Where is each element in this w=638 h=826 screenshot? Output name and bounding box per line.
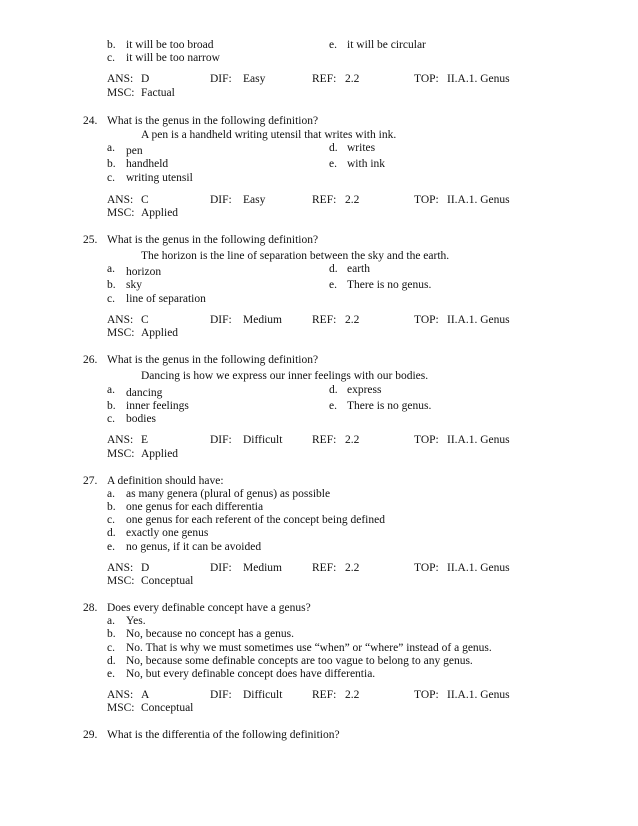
q24-msc-value: Applied [141, 207, 179, 219]
prev-msc-value: Factual [141, 87, 175, 99]
q26-option-c-letter: c. [107, 413, 115, 425]
q24-dif-label: DIF: [210, 194, 232, 206]
q28-top-label: TOP: [414, 689, 439, 701]
q28-option-c-text: No. That is why we must sometimes use “when” or “where” instead of a genus. [126, 642, 492, 654]
q26-msc-value: Applied [141, 448, 179, 460]
q28-ans-value: A [141, 689, 150, 701]
prev-ref-value: 2.2 [345, 73, 360, 85]
q25-option-a-text: horizon [126, 266, 162, 278]
q25-ans-value: C [141, 314, 149, 326]
q26-question: What is the genus in the following definition? [107, 354, 319, 366]
q26-option-b-letter: b. [107, 400, 116, 412]
q28-option-c-letter: c. [107, 642, 115, 654]
q27-top-label: TOP: [414, 562, 439, 574]
q27-ans-label: ANS: [107, 562, 134, 574]
q28-dif-value: Difficult [243, 689, 283, 701]
q27-option-b-letter: b. [107, 501, 116, 513]
q27-ref-value: 2.2 [345, 562, 360, 574]
q28-ref-value: 2.2 [345, 689, 360, 701]
q25-dif-value: Medium [243, 314, 282, 326]
q28-option-a-text: Yes. [126, 615, 146, 627]
q26-option-a-letter: a. [107, 384, 115, 396]
q28-option-a-letter: a. [107, 615, 115, 627]
q24-ans-label: ANS: [107, 194, 134, 206]
q24-msc-label: MSC: [107, 207, 135, 219]
q24-option-a-letter: a. [107, 142, 115, 154]
q29-question: What is the differentia of the following definition? [107, 729, 340, 741]
prev-option-c-letter: c. [107, 52, 115, 64]
q25-option-d-text: earth [347, 263, 370, 275]
q27-msc-value: Conceptual [141, 575, 194, 587]
q28-ref-label: REF: [312, 689, 337, 701]
q28-question: Does every definable concept have a genus? [107, 602, 311, 614]
q26-quote: Dancing is how we express our inner feelings with our bodies. [141, 370, 429, 382]
q29-number: 29. [83, 729, 98, 741]
prev-top-value: II.A.1. Genus [447, 73, 510, 85]
q24-top-value: II.A.1. Genus [447, 194, 510, 206]
q27-option-d-text: exactly one genus [126, 527, 209, 539]
q26-option-c-text: bodies [126, 413, 157, 425]
q25-msc-label: MSC: [107, 327, 135, 339]
q27-option-c-letter: c. [107, 514, 115, 526]
q26-option-d-letter: d. [329, 384, 338, 396]
q27-question: A definition should have: [107, 475, 224, 487]
q26-option-e-text: There is no genus. [347, 400, 432, 412]
q26-dif-value: Difficult [243, 434, 283, 446]
q27-dif-value: Medium [243, 562, 282, 574]
q24-option-e-letter: e. [329, 158, 337, 170]
q28-dif-label: DIF: [210, 689, 232, 701]
q25-ans-label: ANS: [107, 314, 134, 326]
prev-option-e-letter: e. [329, 39, 337, 51]
q28-option-b-text: No, because no concept has a genus. [126, 628, 294, 640]
q27-option-e-text: no genus, if it can be avoided [126, 541, 262, 553]
prev-msc-label: MSC: [107, 87, 135, 99]
q26-ref-value: 2.2 [345, 434, 360, 446]
q24-option-d-letter: d. [329, 142, 338, 154]
q28-option-e-letter: e. [107, 668, 115, 680]
q27-option-b-text: one genus for each differentia [126, 501, 264, 513]
q25-ref-value: 2.2 [345, 314, 360, 326]
q28-option-d-text: No, because some definable concepts are too vague to belong to any genus. [126, 655, 473, 667]
q24-ref-value: 2.2 [345, 194, 360, 206]
q24-option-e-text: with ink [347, 158, 386, 170]
q25-option-b-text: sky [126, 279, 142, 291]
q25-dif-label: DIF: [210, 314, 232, 326]
q24-quote: A pen is a handheld writing utensil that writes with ink. [141, 129, 397, 141]
q27-ref-label: REF: [312, 562, 337, 574]
prev-option-e-text: it will be circular [347, 39, 426, 51]
q27-option-e-letter: e. [107, 541, 115, 553]
q26-top-label: TOP: [414, 434, 439, 446]
q28-option-e-text: No, but every definable concept does have differentia. [126, 668, 376, 680]
q26-msc-label: MSC: [107, 448, 135, 460]
q24-option-b-text: handheld [126, 158, 169, 170]
q25-option-e-letter: e. [329, 279, 337, 291]
q24-option-a-text: pen [126, 145, 143, 157]
q27-ans-value: D [141, 562, 150, 574]
q24-option-c-letter: c. [107, 172, 115, 184]
q24-option-c-text: writing utensil [126, 172, 193, 184]
prev-ans-value: D [141, 73, 150, 85]
q24-question: What is the genus in the following definition? [107, 115, 319, 127]
q28-option-b-letter: b. [107, 628, 116, 640]
q27-option-d-letter: d. [107, 527, 116, 539]
q26-top-value: II.A.1. Genus [447, 434, 510, 446]
prev-ref-label: REF: [312, 73, 337, 85]
q25-option-e-text: There is no genus. [347, 279, 432, 291]
q27-option-a-letter: a. [107, 488, 115, 500]
prev-ans-label: ANS: [107, 73, 134, 85]
q24-number: 24. [83, 115, 98, 127]
q27-top-value: II.A.1. Genus [447, 562, 510, 574]
q25-option-a-letter: a. [107, 263, 115, 275]
q27-option-a-text: as many genera (plural of genus) as possible [126, 488, 331, 500]
prev-option-b-letter: b. [107, 39, 116, 51]
q24-dif-value: Easy [243, 194, 266, 206]
q24-ans-value: C [141, 194, 149, 206]
q28-number: 28. [83, 602, 98, 614]
q24-option-b-letter: b. [107, 158, 116, 170]
q25-msc-value: Applied [141, 327, 179, 339]
q27-msc-label: MSC: [107, 575, 135, 587]
q26-option-e-letter: e. [329, 400, 337, 412]
q25-option-d-letter: d. [329, 263, 338, 275]
prev-dif-label: DIF: [210, 73, 232, 85]
q27-dif-label: DIF: [210, 562, 232, 574]
q28-msc-value: Conceptual [141, 702, 194, 714]
q25-ref-label: REF: [312, 314, 337, 326]
q28-msc-label: MSC: [107, 702, 135, 714]
q28-top-value: II.A.1. Genus [447, 689, 510, 701]
q26-option-a-text: dancing [126, 387, 163, 399]
q26-dif-label: DIF: [210, 434, 232, 446]
q24-ref-label: REF: [312, 194, 337, 206]
prev-option-b-text: it will be too broad [126, 39, 214, 51]
q25-top-label: TOP: [414, 314, 439, 326]
q28-ans-label: ANS: [107, 689, 134, 701]
q24-option-d-text: writes [347, 142, 376, 154]
q25-option-b-letter: b. [107, 279, 116, 291]
q25-top-value: II.A.1. Genus [447, 314, 510, 326]
prev-top-label: TOP: [414, 73, 439, 85]
q26-option-b-text: inner feelings [126, 400, 189, 412]
q25-option-c-text: line of separation [126, 293, 206, 305]
q24-top-label: TOP: [414, 194, 439, 206]
q26-ref-label: REF: [312, 434, 337, 446]
q27-number: 27. [83, 475, 98, 487]
q25-quote: The horizon is the line of separation between the sky and the earth. [141, 250, 450, 262]
q25-number: 25. [83, 234, 98, 246]
q25-option-c-letter: c. [107, 293, 115, 305]
q28-option-d-letter: d. [107, 655, 116, 667]
prev-dif-value: Easy [243, 73, 266, 85]
prev-option-c-text: it will be too narrow [126, 52, 220, 64]
q25-question: What is the genus in the following definition? [107, 234, 319, 246]
q27-option-c-text: one genus for each referent of the concept being defined [126, 514, 385, 526]
q26-number: 26. [83, 354, 98, 366]
q26-ans-label: ANS: [107, 434, 134, 446]
q26-option-d-text: express [347, 384, 382, 396]
q26-ans-value: E [141, 434, 149, 446]
